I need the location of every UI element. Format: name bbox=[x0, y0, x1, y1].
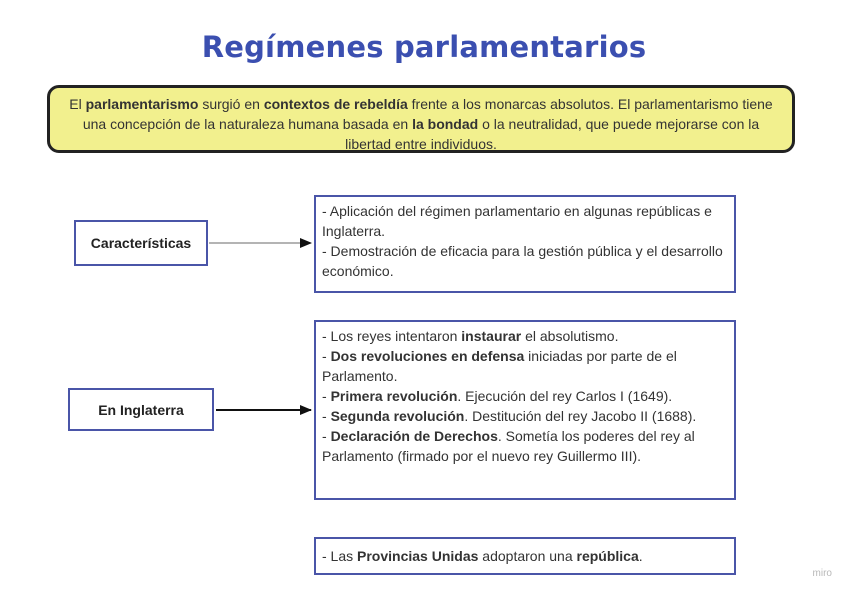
text-run: - bbox=[322, 348, 331, 364]
caracteristicas-label: Características bbox=[90, 235, 192, 251]
text-run: - bbox=[322, 388, 331, 404]
text-run: - bbox=[322, 408, 331, 424]
bold-text: Provincias Unidas bbox=[357, 548, 479, 564]
text-run: - Las bbox=[322, 548, 358, 564]
text-run: . Sometía los poderes del rey al Parlamento (firmado por el nuevo rey Guillermo III). bbox=[322, 428, 695, 464]
bold-text: república bbox=[576, 548, 639, 564]
text-run: . Destitución del rey Jacobo II (1688). bbox=[464, 408, 697, 424]
bold-text: Declaración de Derechos bbox=[330, 428, 498, 444]
text-run: o la neutralidad, que puede mejorarse con la libertad entre individuos. bbox=[345, 116, 760, 152]
text-run: . bbox=[638, 548, 643, 564]
text-run: frente a los monarcas absolutos. El parlamentarismo tiene una concepción de la naturaleza humana basada en bbox=[82, 96, 773, 132]
text-run: El bbox=[69, 96, 86, 112]
text-run: - Aplicación del régimen parlamentario en algunas repúblicas e Inglaterra. bbox=[322, 203, 712, 239]
text-run: adoptaron una bbox=[478, 548, 577, 564]
text-run: el absolutismo. bbox=[521, 328, 619, 344]
inglaterra-label: En Inglaterra bbox=[98, 401, 184, 418]
text-run: surgió en bbox=[198, 96, 264, 112]
bold-text: Dos revoluciones en defensa bbox=[330, 348, 525, 364]
text-run: - Demostración de eficacia para la gestión pública y el desarrollo económico. bbox=[322, 243, 723, 279]
bold-text: contextos de rebeldía bbox=[263, 96, 408, 112]
bold-text: Primera revolución bbox=[330, 388, 458, 404]
bold-text: Segunda revolución bbox=[330, 408, 465, 424]
miro-watermark: miro bbox=[812, 568, 832, 579]
text-run: . Ejecución del rey Carlos I (1649). bbox=[457, 388, 673, 404]
text-run: - Los reyes intentaron bbox=[322, 328, 462, 344]
bold-text: parlamentarismo bbox=[85, 96, 199, 112]
page-title: Regímenes parlamentarios bbox=[201, 30, 647, 64]
bold-text: la bondad bbox=[412, 116, 479, 132]
bold-text: instaurar bbox=[461, 328, 522, 344]
text-run: - bbox=[322, 428, 331, 444]
text-run: iniciadas por parte de el Parlamento. bbox=[322, 348, 677, 384]
